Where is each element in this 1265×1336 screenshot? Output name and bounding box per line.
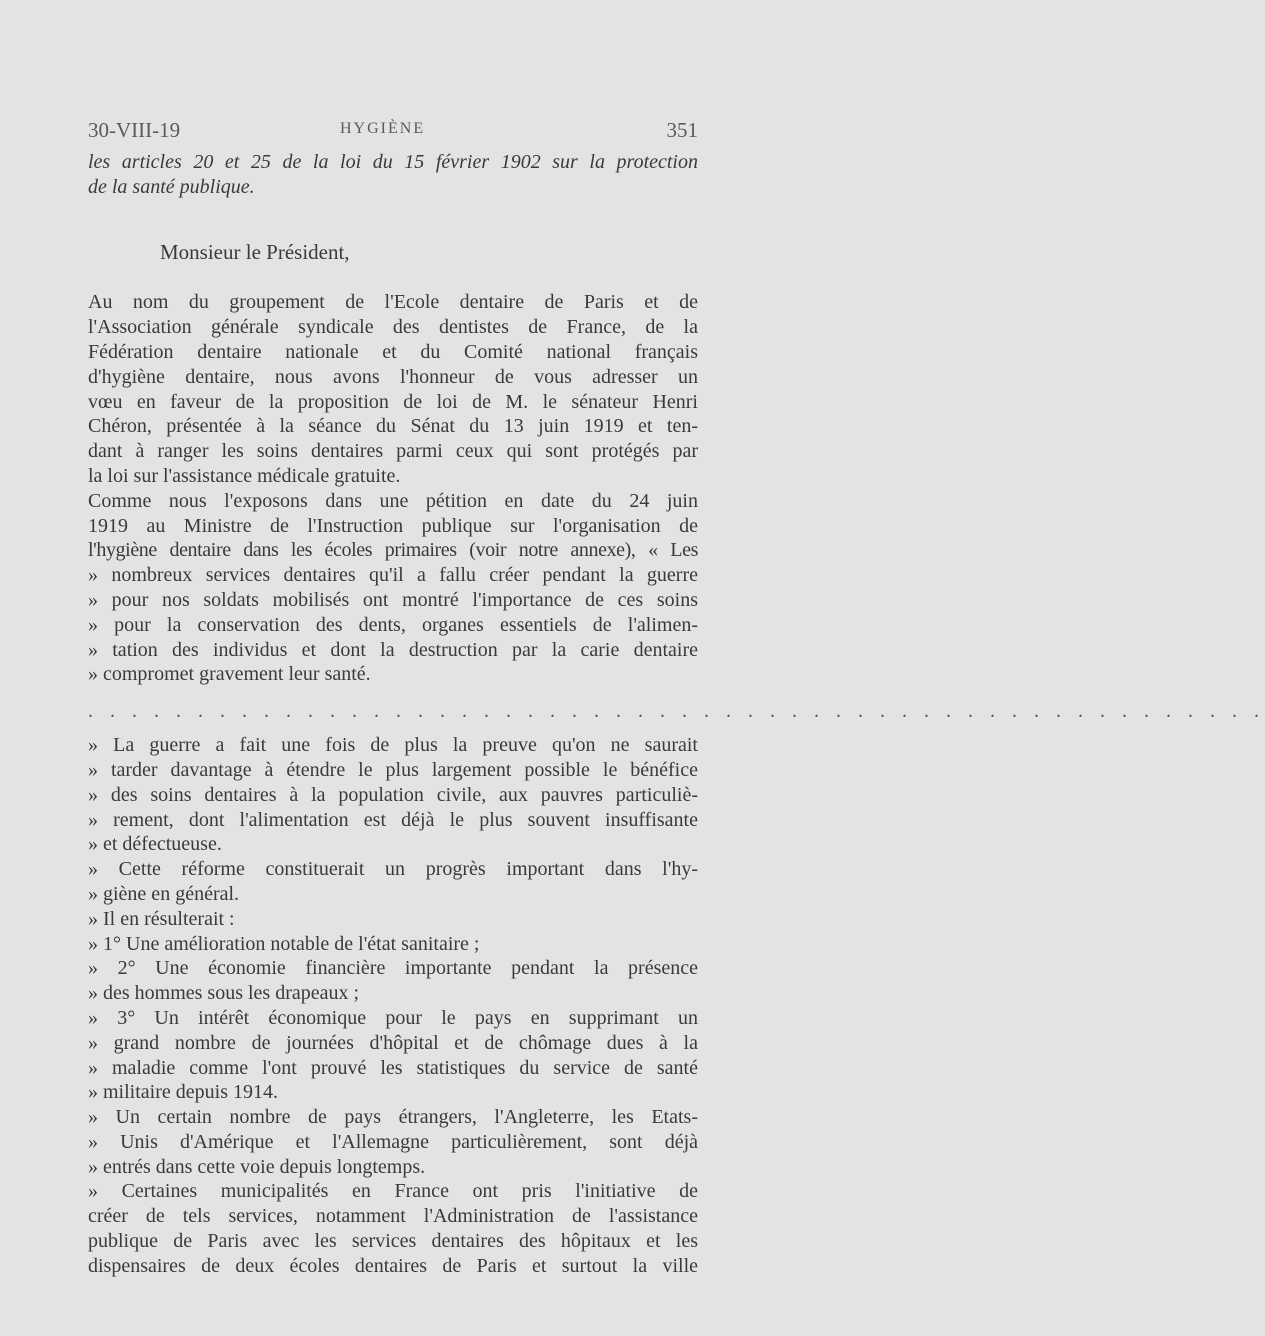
running-title: HYGIÈNE xyxy=(340,120,426,137)
text-line: » Un certain nombre de pays étrangers, l'Angleterre, les Etats- xyxy=(88,1106,698,1129)
text-line: » nombreux services dentaires qu'il a fallu créer pendant la guerre xyxy=(88,564,698,587)
text-line: » 2° Une économie financière importante pendant la présence xyxy=(88,957,698,980)
paragraph-9 xyxy=(88,1105,698,1179)
text-line: publique de Paris avec les services dentaires des hôpitaux et les xyxy=(88,1230,698,1253)
text-line: » Unis d'Amérique et l'Allemagne particulièrement, sont déjà xyxy=(88,1130,698,1153)
paragraph-10 xyxy=(88,1179,698,1278)
text-line: dant à ranger les soins dentaires parmi ceux qui sont protégés par xyxy=(88,440,698,463)
text-line: Chéron, présentée à la séance du Sénat du 13 juin 1919 et ten- xyxy=(88,415,698,438)
text-line: » La guerre a fait une fois de plus la preuve qu'on ne saurait xyxy=(88,734,698,757)
text-line: » des hommes sous les drapeaux ; xyxy=(88,982,360,1005)
paragraph-5 xyxy=(88,907,698,932)
text-line: vœu en faveur de la proposition de loi de M. le sénateur Henri xyxy=(88,390,698,413)
text-line: Fédération dentaire nationale et du Comité national français xyxy=(88,340,698,363)
text-line: » giène en général. xyxy=(88,882,240,905)
paragraph-4 xyxy=(88,857,698,907)
text-line: » pour la conservation des dents, organes essentiels de l'alimen- xyxy=(88,613,698,636)
text-line: d'hygiène dentaire, nous avons l'honneur de vous adresser un xyxy=(88,365,698,388)
text-line: » rement, dont l'alimentation est déjà le plus souvent insuffisante xyxy=(88,808,698,831)
text-line: » 3° Un intérêt économique pour le pays en supprimant un xyxy=(88,1006,698,1029)
text-line: l'hygiène dentaire dans les écoles primaires (voir notre annexe), « Les xyxy=(88,539,698,562)
text-line: » militaire depuis 1914. xyxy=(88,1081,278,1104)
paragraph-6 xyxy=(88,932,698,957)
text-line: dispensaires de deux écoles dentaires de Paris et surtout la ville xyxy=(88,1254,698,1277)
paragraph-8 xyxy=(88,1006,698,1105)
paragraph-3 xyxy=(88,733,698,857)
page-date: 30-VIII-19 xyxy=(88,118,181,142)
text-line: l'Association générale syndicale des dentistes de France, de la xyxy=(88,316,698,339)
text-line: » Il en résulterait : xyxy=(88,907,235,930)
text-line: » des soins dentaires à la population civile, aux pauvres particuliè- xyxy=(88,783,698,806)
text-line: Au nom du groupement de l'Ecole dentaire de Paris et de xyxy=(88,291,698,314)
text-line: 1919 au Ministre de l'Instruction publique sur l'organisation de xyxy=(88,514,698,537)
body-text xyxy=(88,150,1265,1279)
text-line: » Cette réforme constituerait un progrès important dans l'hy- xyxy=(88,858,698,881)
text-line: » grand nombre de journées d'hôpital et de chômage dues à la xyxy=(88,1031,698,1054)
text-line: » tarder davantage à étendre le plus largement possible le bénéfice xyxy=(88,758,698,781)
text-line: » tation des individus et dont la destruction par la carie dentaire xyxy=(88,638,698,661)
text-line: de la santé publique. xyxy=(88,175,255,198)
intro-fragment xyxy=(88,150,698,200)
page-header xyxy=(88,118,698,148)
text-line: les articles 20 et 25 de la loi du 15 février 1902 sur la protection xyxy=(88,151,698,173)
text-line: » maladie comme l'ont prouvé les statistiques du service de santé xyxy=(88,1056,698,1079)
text-line: » 1° Une amélioration notable de l'état sanitaire ; xyxy=(88,932,480,955)
salutation: Monsieur le Président, xyxy=(160,239,350,264)
text-line: Comme nous l'exposons dans une pétition en date du 24 juin xyxy=(88,489,698,512)
text-line: créer de tels services, notamment l'Administration de l'assistance xyxy=(88,1205,698,1228)
ellipsis-separator: . . . . . . . . . . . . . . . . . . . . . . . . . . . . . . . . . . . . . . . . . . . . . . . . . . . . . . xyxy=(88,700,1265,723)
text-line: » et défectueuse. xyxy=(88,833,222,856)
paragraph-1 xyxy=(88,290,698,488)
text-line: la loi sur l'assistance médicale gratuite. xyxy=(88,464,401,487)
paragraph-7 xyxy=(88,956,698,1006)
paragraph-2 xyxy=(88,489,698,687)
text-line: » compromet gravement leur santé. xyxy=(88,663,371,686)
text-line: » pour nos soldats mobilisés ont montré l'importance de ces soins xyxy=(88,588,698,611)
text-line: » Certaines municipalités en France ont pris l'initiative de xyxy=(88,1180,698,1203)
text-line: » entrés dans cette voie depuis longtemps. xyxy=(88,1155,426,1178)
page-number: 351 xyxy=(666,118,698,142)
